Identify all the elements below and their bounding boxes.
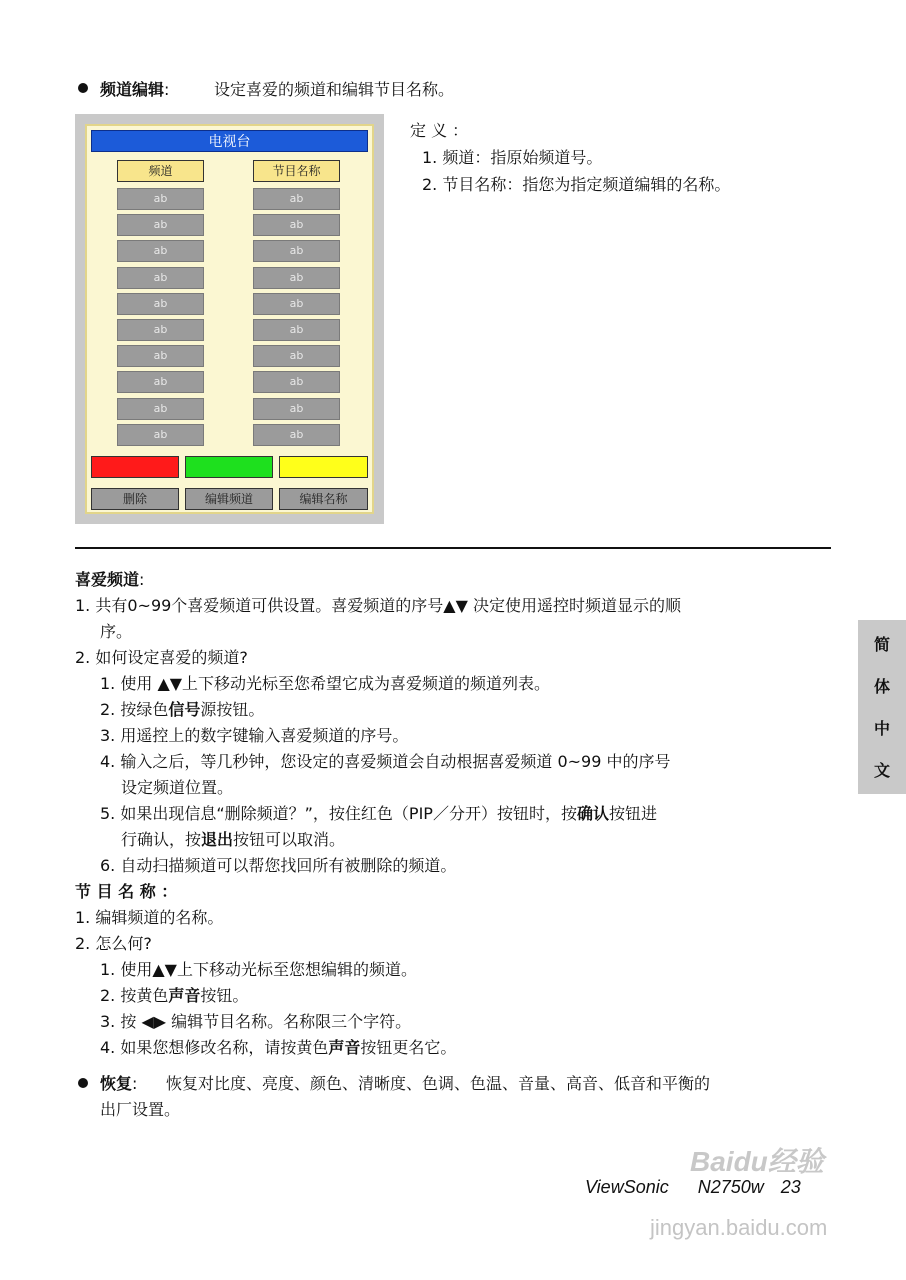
step-text: 源按钮。 xyxy=(200,700,265,719)
section-label: 频道编辑 xyxy=(100,80,165,99)
definition-title: 定 义 ： xyxy=(410,121,469,140)
favorites-heading-colon: : xyxy=(139,570,145,589)
step-text: 4. 如果您想修改名称，请按黄色 xyxy=(100,1038,329,1057)
channel-cell: ab xyxy=(117,214,204,236)
baidu-watermark-url: jingyan.baidu.com xyxy=(650,1215,828,1240)
program-name-cell: ab xyxy=(253,188,340,210)
favorites-step-4b: 设定频道位置。 xyxy=(121,778,234,797)
program-name-cell: ab xyxy=(253,424,340,446)
program-name-cell: ab xyxy=(253,345,340,367)
footer-brand: ViewSonic xyxy=(585,1177,669,1197)
page-footer xyxy=(585,1177,801,1198)
program-name-column-header: 节目名称 xyxy=(253,160,340,182)
tv-menu-panel xyxy=(85,124,374,514)
channel-column-header: 频道 xyxy=(117,160,204,182)
side-tab-char: 简 xyxy=(873,635,890,654)
program-name-cell: ab xyxy=(253,293,340,315)
program-name-heading: 节 目 名 称 ： xyxy=(75,882,178,901)
favorites-step-2 xyxy=(100,697,264,720)
edit-channel-button: 编辑频道 xyxy=(185,488,273,510)
section-colon: : xyxy=(164,80,170,99)
channel-cell: ab xyxy=(117,345,204,367)
definition-item-1: 1. 频道：指原始频道号。 xyxy=(422,148,603,167)
section-description: 设定喜爱的频道和编辑节目名称。 xyxy=(214,80,455,99)
step-text: 2. 按黄色 xyxy=(100,986,169,1005)
bullet-dot xyxy=(78,83,88,93)
restore-description-2: 出厂设置。 xyxy=(100,1100,181,1119)
program-name-cell: ab xyxy=(253,371,340,393)
program-name-step-2 xyxy=(100,983,248,1006)
step-text: 2. 按绿色 xyxy=(100,700,169,719)
step-text: 按钮进 xyxy=(608,804,657,823)
step-bold-text: 声音 xyxy=(168,986,201,1005)
definition-item-2: 2. 节目名称：指您为指定频道编辑的名称。 xyxy=(422,175,731,194)
favorites-step-1: 1. 使用 ▲▼上下移动光标至您希望它成为喜爱频道的频道列表。 xyxy=(100,674,551,693)
channel-cell: ab xyxy=(117,424,204,446)
favorites-line-1: 1. 共有0~99个喜爱频道可供设置。喜爱频道的序号▲▼ 决定使用遥控时频道显示的顺 xyxy=(75,596,681,615)
program-name-step-4 xyxy=(100,1035,456,1058)
channel-cell: ab xyxy=(117,319,204,341)
step-bold-text: 信号 xyxy=(168,700,201,719)
tv-menu-screenshot xyxy=(75,114,384,524)
program-name-cell: ab xyxy=(253,267,340,289)
tv-menu-title: 电视台 xyxy=(91,130,368,152)
program-name-cell: ab xyxy=(253,214,340,236)
channel-cell: ab xyxy=(117,240,204,262)
delete-button: 删除 xyxy=(91,488,179,510)
favorites-step-5 xyxy=(100,801,657,824)
channel-cell: ab xyxy=(117,293,204,315)
restore-description-1: 恢复对比度、亮度、颜色、清晰度、色调、色温、音量、高音、低音和平衡的 xyxy=(166,1074,711,1093)
step-bold-text: 确认 xyxy=(576,804,609,823)
channel-cell: ab xyxy=(117,188,204,210)
step-text: 按钮可以取消。 xyxy=(233,830,346,849)
favorites-step-6: 6. 自动扫描频道可以帮您找回所有被删除的频道。 xyxy=(100,856,457,875)
side-tab-char: 体 xyxy=(873,677,890,696)
favorites-step-5b xyxy=(121,827,345,850)
channel-cell: ab xyxy=(117,398,204,420)
program-name-cell: ab xyxy=(253,319,340,341)
footer-page-number: 23 xyxy=(780,1177,801,1197)
step-text: 行确认，按 xyxy=(121,830,202,849)
favorites-step-3: 3. 用遥控上的数字键输入喜爱频道的序号。 xyxy=(100,726,409,745)
restore-colon: : xyxy=(132,1074,138,1093)
channel-cell: ab xyxy=(117,267,204,289)
side-tab-char: 文 xyxy=(873,761,890,780)
step-text: 5. 如果出现信息“删除频道？”，按住红色（PIP／分开）按钮时，按 xyxy=(100,804,577,823)
footer-model: N2750w xyxy=(697,1177,764,1197)
step-text: 按钮。 xyxy=(200,986,249,1005)
edit-name-button: 编辑名称 xyxy=(279,488,368,510)
yellow-button xyxy=(279,456,368,478)
program-name-cell: ab xyxy=(253,398,340,420)
program-name-step-1: 1. 使用▲▼上下移动光标至您想编辑的频道。 xyxy=(100,960,417,979)
channel-cell: ab xyxy=(117,371,204,393)
restore-heading xyxy=(100,1071,137,1094)
step-bold-text: 退出 xyxy=(201,830,234,849)
step-bold-text: 声音 xyxy=(328,1038,361,1057)
favorites-heading xyxy=(75,567,144,590)
program-name-line-2: 2. 怎么何? xyxy=(75,934,152,953)
red-button xyxy=(91,456,179,478)
side-tab-char: 中 xyxy=(873,719,890,738)
baidu-watermark-logo: Baidu经验 xyxy=(690,1146,824,1177)
step-text: 按钮更名它。 xyxy=(360,1038,457,1057)
restore-label: 恢复 xyxy=(100,1074,133,1093)
section-heading xyxy=(100,77,169,100)
favorites-heading-text: 喜爱频道 xyxy=(75,570,140,589)
program-name-cell: ab xyxy=(253,240,340,262)
favorites-line-2: 2. 如何设定喜爱的频道? xyxy=(75,648,248,667)
program-name-line-1: 1. 编辑频道的名称。 xyxy=(75,908,224,927)
favorites-step-4: 4. 输入之后，等几秒钟，您设定的喜爱频道会自动根据喜爱频道 0~99 中的序号 xyxy=(100,752,671,771)
program-name-step-3: 3. 按 ◀▶ 编辑节目名称。名称限三个字符。 xyxy=(100,1012,412,1031)
green-button xyxy=(185,456,273,478)
bullet-dot xyxy=(78,1078,88,1088)
divider xyxy=(75,547,831,549)
language-side-tab xyxy=(858,620,906,794)
favorites-line-1b: 序。 xyxy=(100,622,133,641)
